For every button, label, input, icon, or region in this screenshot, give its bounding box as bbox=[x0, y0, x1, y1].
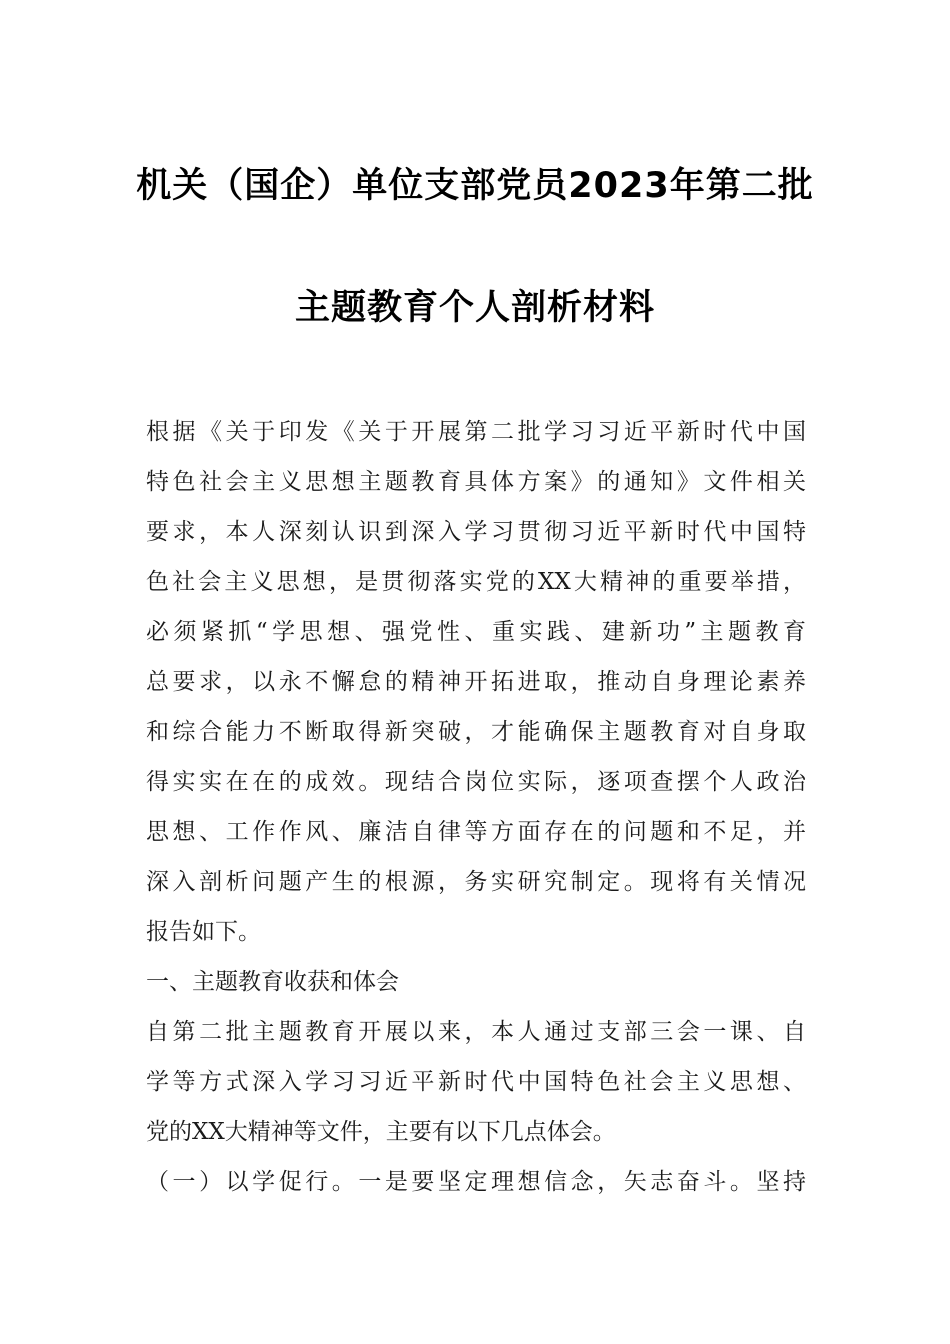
body-line: 深入剖析问题产生的根源，务实研究制定。现将有关情况 bbox=[146, 869, 806, 895]
section-heading: 一、主题教育收获和体会 bbox=[146, 969, 399, 995]
subsection-line: （一）以学促行。一是要坚定理想信念，矢志奋斗。坚持 bbox=[146, 1169, 806, 1195]
body-line: 必须紧抓“学思想、强党性、重实践、建新功”主题教育 bbox=[146, 619, 806, 645]
body-line: 和综合能力不断取得新突破，才能确保主题教育对自身取 bbox=[146, 719, 806, 745]
body-line: 总要求，以永不懈怠的精神开拓进取，推动自身理论素养 bbox=[146, 669, 806, 695]
body-line: 自第二批主题教育开展以来，本人通过支部三会一课、自 bbox=[146, 1019, 806, 1045]
document-title-line-1: 机关（国企）单位支部党员2023年第二批 bbox=[136, 166, 814, 206]
body-line: 根据《关于印发《关于开展第二批学习习近平新时代中国 bbox=[146, 419, 806, 445]
body-line: 学等方式深入学习习近平新时代中国特色社会主义思想、 bbox=[146, 1069, 806, 1095]
body-line: 得实实在在的成效。现结合岗位实际，逐项查摆个人政治 bbox=[146, 769, 806, 795]
body-line: 思想、工作作风、廉洁自律等方面存在的问题和不足，并 bbox=[146, 819, 806, 845]
body-line: 色社会主义思想，是贯彻落实党的XX大精神的重要举措， bbox=[146, 569, 806, 595]
body-line: 特色社会主义思想主题教育具体方案》的通知》文件相关 bbox=[146, 469, 806, 495]
body-line: 要求，本人深刻认识到深入学习贯彻习近平新时代中国特 bbox=[146, 519, 806, 545]
document-title-line-2: 主题教育个人剖析材料 bbox=[294, 288, 655, 328]
body-line: 报告如下。 bbox=[146, 919, 261, 945]
body-line: 党的XX大精神等文件，主要有以下几点体会。 bbox=[146, 1119, 616, 1145]
